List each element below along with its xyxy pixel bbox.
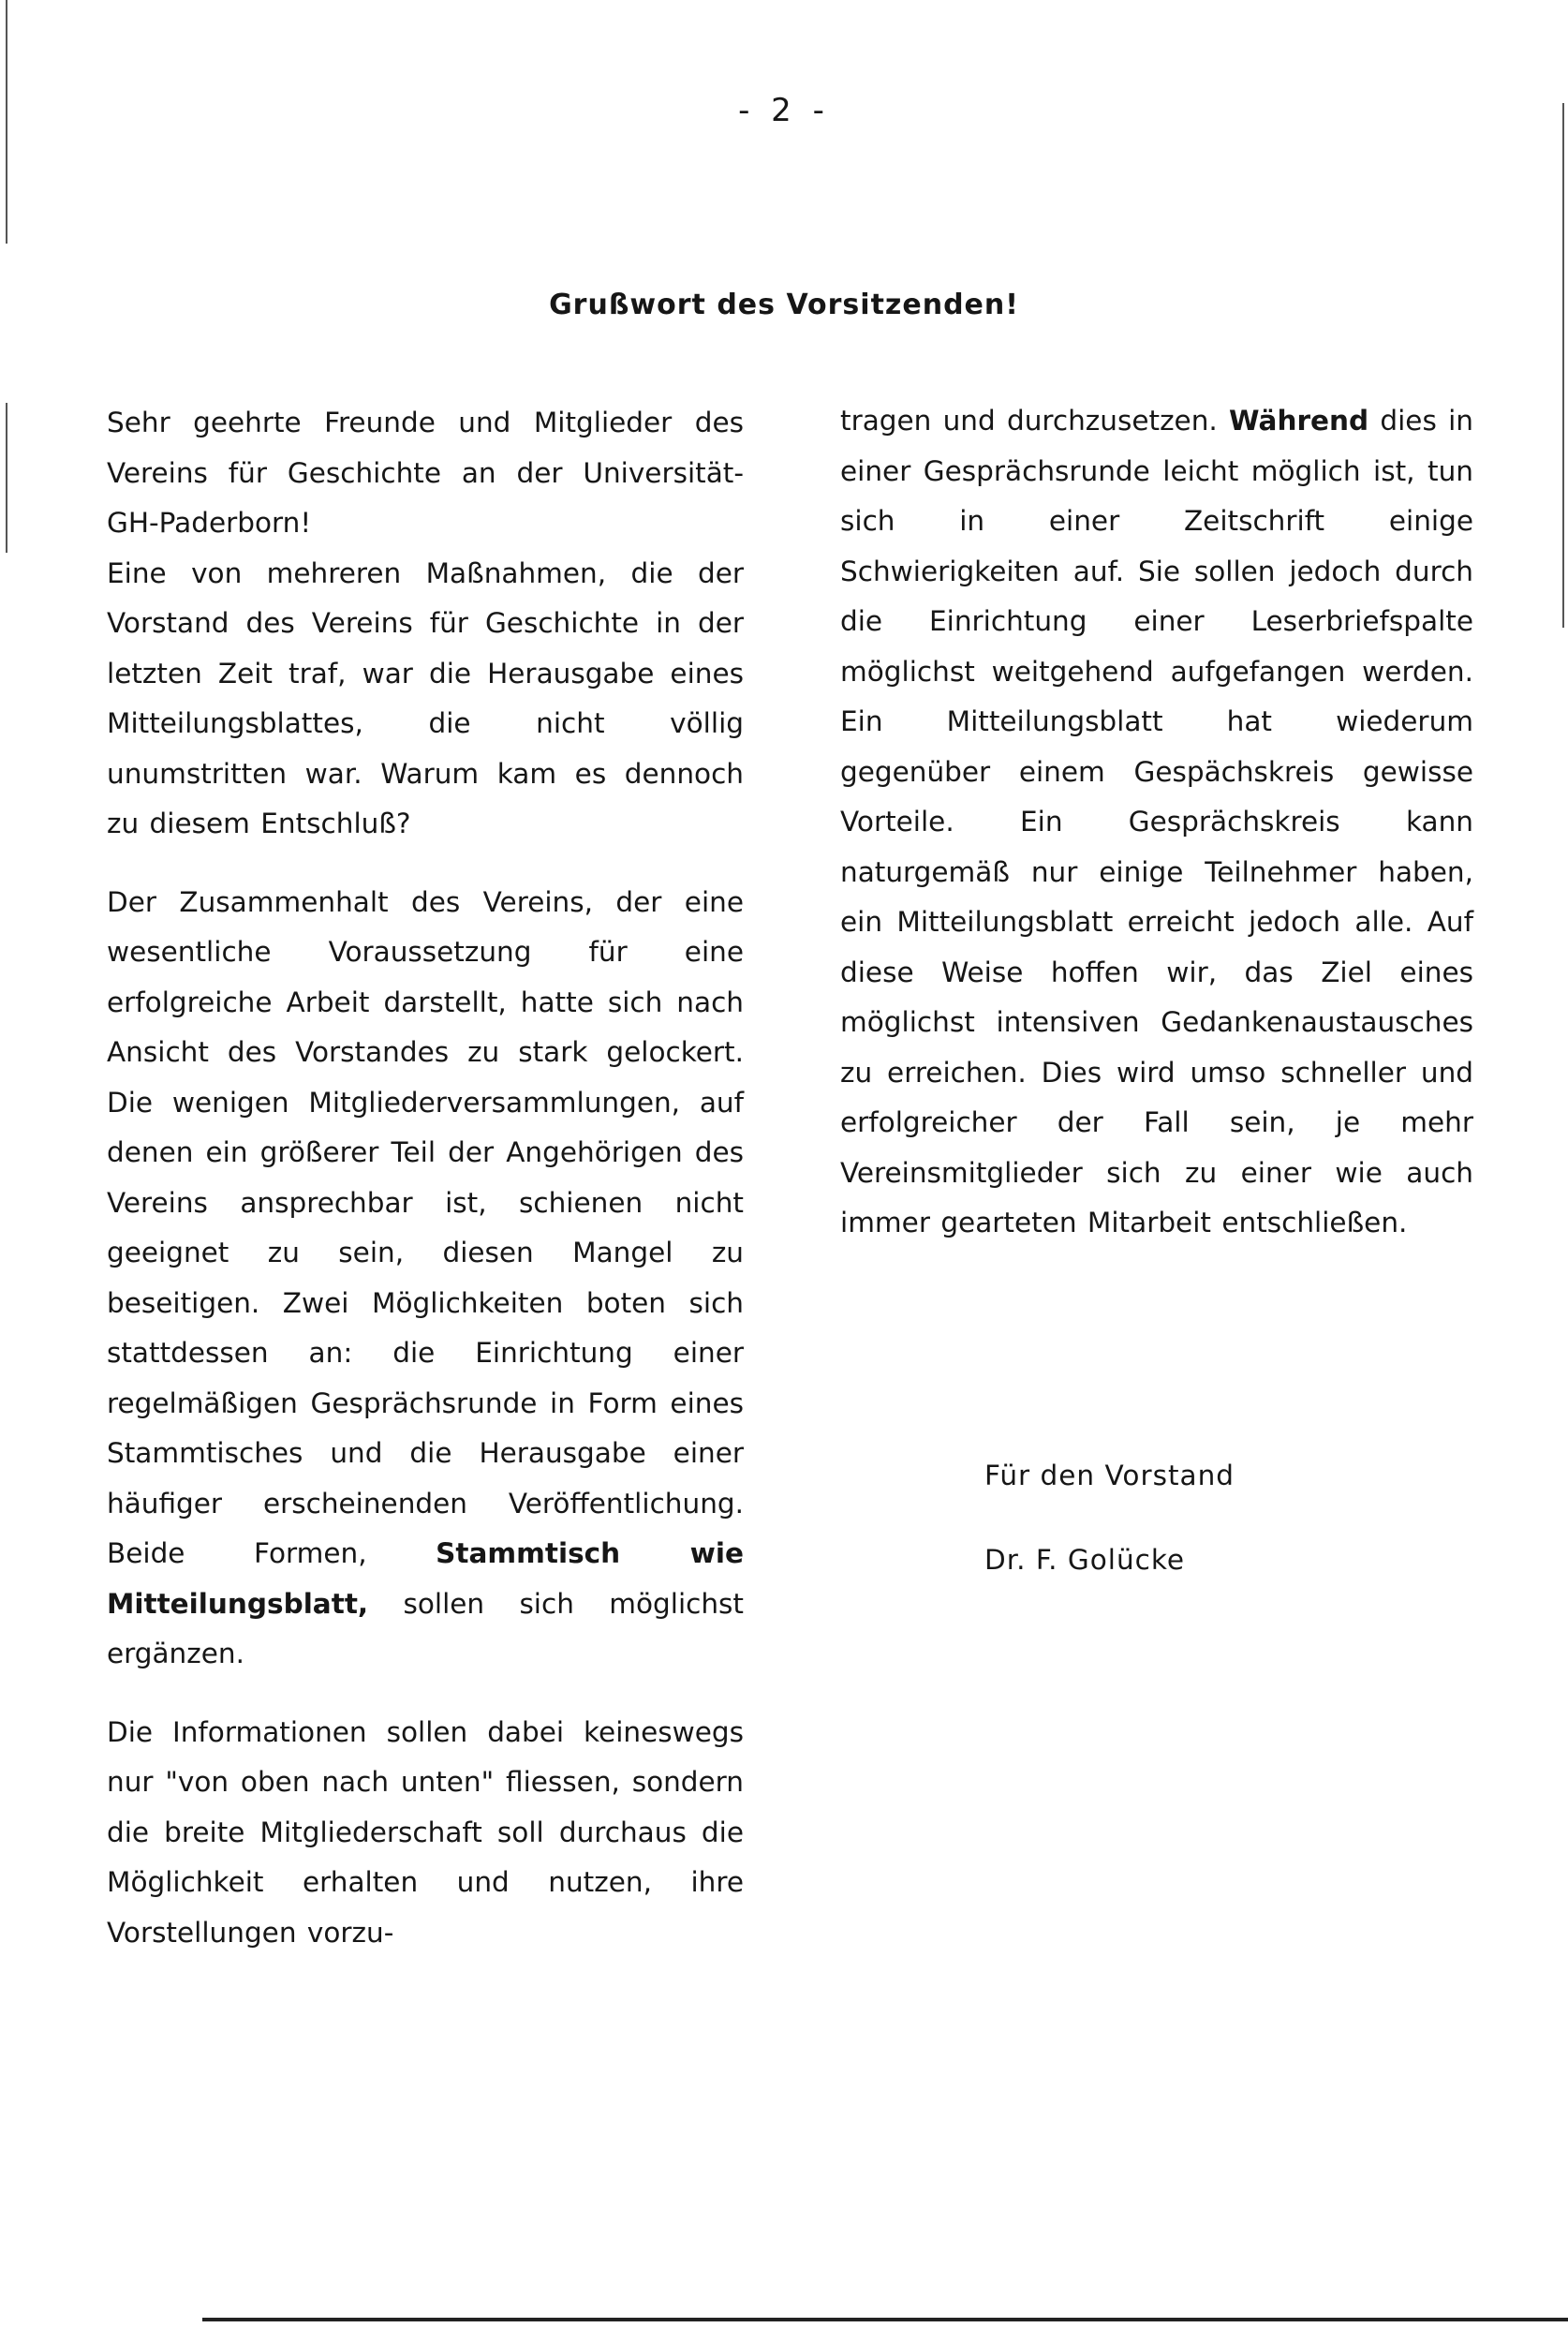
scan-edge-line	[1562, 103, 1564, 628]
bottom-rule	[202, 2318, 1568, 2321]
body-paragraph: Eine von mehreren Maßnahmen, die der Vorstand des Vereins für Geschichte in der letzten Zeit traf, war die Herausgabe eines Mitteilungsblattes, die nicht völlig unumstritten war. Warum kam es dennoch zu diesem Entschluß?	[107, 556, 744, 839]
body-paragraph	[107, 878, 744, 1680]
bold-word: Während	[1229, 405, 1369, 437]
paragraph-text: tragen und durchzusetzen.	[840, 405, 1218, 437]
paragraph-text: Der Zusammenhalt des Vereins, der eine wesentliche Voraussetzung für eine erfolgreiche Arbeit darstellt, hatte sich nach Ansicht des Vorstandes zu stark gelockert. Die wenigen Mitgliederversammlungen, auf denen ein größerer Teil der Angehörigen des Vereins ansprechbar ist, schienen nicht geeignet zu sein, diesen Mangel zu beseitigen. Zwei Möglichkeiten boten sich stattdessen an: die Einrichtung einer regelmäßigen Gesprächsrunde in Form eines Stammtisches und die Herausgabe einer häufiger erscheinenden Veröffentlichung. Beide Formen,	[107, 885, 744, 1569]
signature-line-1: Für den Vorstand	[984, 1460, 1235, 1491]
body-paragraph	[840, 396, 1473, 1249]
scan-edge-line	[6, 403, 7, 553]
paragraph-text: sollen sich möglichst ergänzen.	[107, 1587, 744, 1669]
left-text-column	[107, 398, 744, 1958]
body-paragraph: Die Informationen sollen dabei keineswegs nur "von oben nach unten" fliessen, sondern die breite Mitgliederschaft soll durchaus die Möglichkeit erhalten und nutzen, ihre Vorstellungen vorzu-	[107, 1715, 744, 1949]
page-number: - 2 -	[738, 92, 830, 129]
page-title: Grußwort des Vorsitzenden!	[549, 289, 1019, 321]
greeting-paragraph: Sehr geehrte Freunde und Mitglieder des Vereins für Geschichte an der Universität-GH-Paderborn!	[107, 407, 744, 539]
paragraph-text: dies in einer Gesprächsrunde leicht möglich ist, tun sich in einer Zeitschrift einige Schwierigkeiten auf. Sie sollen jedoch durch die Einrichtung einer Leserbriefspalte möglichst weitgehend aufgefangen werden. Ein Mitteilungsblatt hat wiederum gegenüber einem Gespächskreis gewisse Vorteile. Ein Gesprächskreis kann naturgemäß nur einige Teilnehmer haben, ein Mitteilungsblatt erreicht jedoch alle. Auf diese Weise hoffen wir, das Ziel eines möglichst intensiven Gedankenaustausches zu erreichen. Dies wird umso schneller und erfolgreicher der Fall sein, je mehr Vereinsmitglieder sich zu einer wie auch immer gearteten Mitarbeit entschließen.	[840, 405, 1473, 1238]
right-text-column	[840, 396, 1473, 1249]
bold-phrase: Stammtisch wie Mitteilungsblatt,	[107, 1537, 744, 1620]
signature-name: Dr. F. Golücke	[984, 1544, 1186, 1576]
